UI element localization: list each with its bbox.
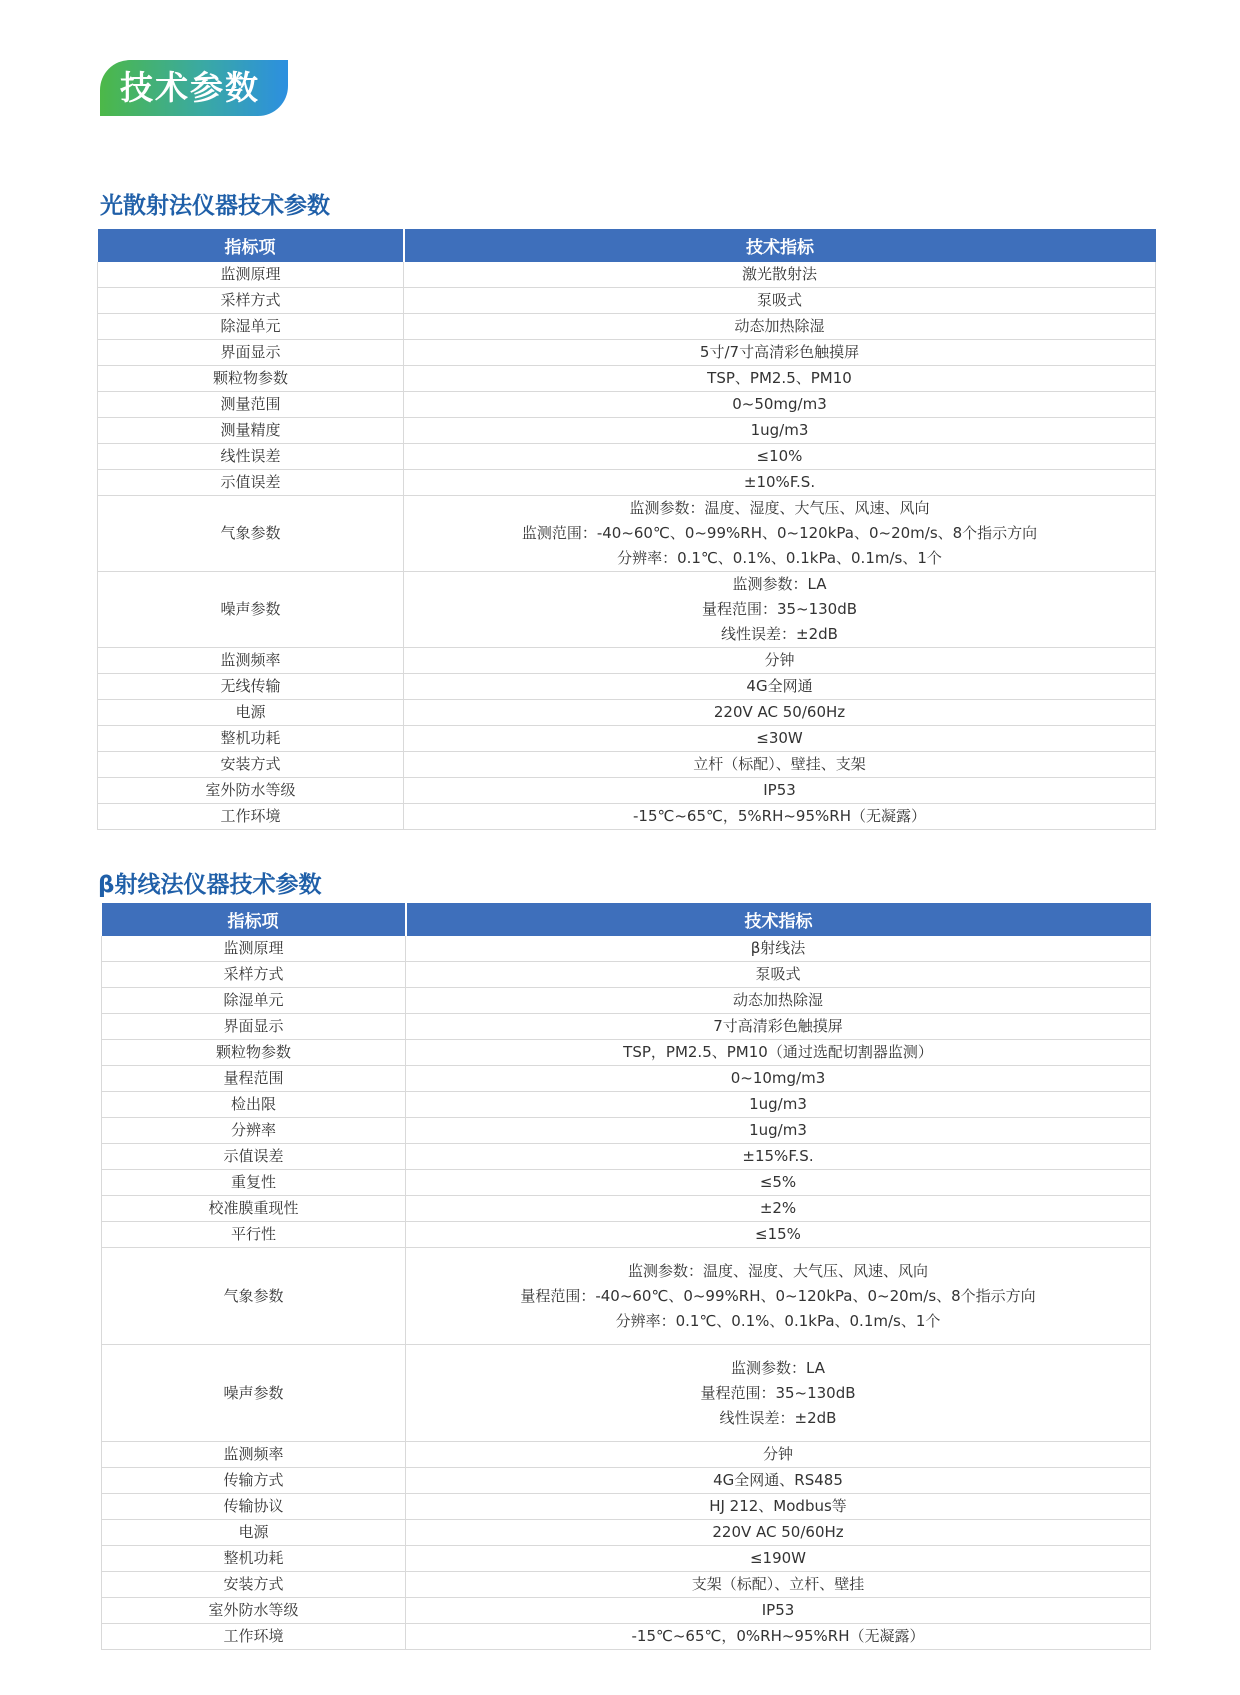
row-item-cell: 传输方式 bbox=[102, 1468, 406, 1494]
column-header-item: 指标项 bbox=[98, 229, 404, 262]
row-spec-cell: ≤190W bbox=[406, 1546, 1151, 1572]
table-row bbox=[98, 572, 1156, 648]
row-item-cell: 工作环境 bbox=[98, 804, 404, 830]
row-spec-cell: TSP、PM2.5、PM10 bbox=[404, 366, 1156, 392]
row-spec-cell: 0~50mg/m3 bbox=[404, 392, 1156, 418]
row-spec-cell: 分钟 bbox=[406, 1442, 1151, 1468]
spec-table-beta-ray bbox=[101, 903, 1151, 1650]
page-title: 技术参数 bbox=[120, 68, 260, 107]
row-item-cell: 量程范围 bbox=[102, 1066, 406, 1092]
section2-title: β射线法仪器技术参数 bbox=[98, 872, 322, 898]
row-spec-cell: 7寸高清彩色触摸屏 bbox=[406, 1014, 1151, 1040]
row-spec-cell: 220V AC 50/60Hz bbox=[404, 700, 1156, 726]
row-item-cell: 监测原理 bbox=[98, 262, 404, 288]
table-row bbox=[98, 366, 1156, 392]
table-row bbox=[102, 1014, 1151, 1040]
table-row bbox=[98, 262, 1156, 288]
table-row bbox=[102, 1040, 1151, 1066]
row-spec-cell: 泵吸式 bbox=[406, 962, 1151, 988]
table-row bbox=[98, 444, 1156, 470]
row-item-cell: 电源 bbox=[98, 700, 404, 726]
row-item-cell: 除湿单元 bbox=[102, 988, 406, 1014]
spec-table-light-scattering bbox=[97, 229, 1156, 830]
row-spec-cell: TSP，PM2.5、PM10（通过选配切割器监测） bbox=[406, 1040, 1151, 1066]
row-item-cell: 传输协议 bbox=[102, 1494, 406, 1520]
table-row bbox=[98, 778, 1156, 804]
spec-line: 分辨率：0.1℃、0.1%、0.1kPa、0.1m/s、1个 bbox=[615, 1311, 941, 1330]
table-row bbox=[98, 804, 1156, 830]
row-spec-cell: 立杆（标配）、壁挂、支架 bbox=[404, 752, 1156, 778]
row-spec-cell: ±10%F.S. bbox=[404, 470, 1156, 496]
row-spec-cell: 分钟 bbox=[404, 648, 1156, 674]
row-spec-cell: 动态加热除湿 bbox=[404, 314, 1156, 340]
row-spec-cell: 激光散射法 bbox=[404, 262, 1156, 288]
row-item-cell: 检出限 bbox=[102, 1092, 406, 1118]
table-row bbox=[98, 314, 1156, 340]
table-row bbox=[102, 1170, 1151, 1196]
row-item-cell: 校准膜重现性 bbox=[102, 1196, 406, 1222]
row-spec-cell: 支架（标配）、立杆、壁挂 bbox=[406, 1572, 1151, 1598]
row-item-cell: 工作环境 bbox=[102, 1624, 406, 1650]
row-item-cell: 采样方式 bbox=[98, 288, 404, 314]
table-row bbox=[102, 1468, 1151, 1494]
table-row bbox=[98, 470, 1156, 496]
table-row bbox=[102, 962, 1151, 988]
table-row bbox=[98, 648, 1156, 674]
row-item-cell: 颗粒物参数 bbox=[102, 1040, 406, 1066]
table-row bbox=[102, 1442, 1151, 1468]
row-item-cell: 噪声参数 bbox=[102, 1345, 406, 1442]
row-spec-cell: 220V AC 50/60Hz bbox=[406, 1520, 1151, 1546]
row-spec-cell: -15℃~65℃，5%RH~95%RH（无凝露） bbox=[404, 804, 1156, 830]
row-item-cell: 室外防水等级 bbox=[102, 1598, 406, 1624]
row-item-cell: 示值误差 bbox=[98, 470, 404, 496]
table-row bbox=[102, 1494, 1151, 1520]
row-item-cell: 监测频率 bbox=[102, 1442, 406, 1468]
table-row bbox=[98, 288, 1156, 314]
column-header-item: 指标项 bbox=[102, 903, 406, 936]
row-spec-cell: ±15%F.S. bbox=[406, 1144, 1151, 1170]
row-item-cell: 电源 bbox=[102, 1520, 406, 1546]
table-row bbox=[102, 1345, 1151, 1442]
table-body bbox=[98, 262, 1156, 830]
row-spec-cell: ±2% bbox=[406, 1196, 1151, 1222]
row-spec-cell bbox=[404, 572, 1156, 648]
row-item-cell: 整机功耗 bbox=[102, 1546, 406, 1572]
row-item-cell: 安装方式 bbox=[98, 752, 404, 778]
row-spec-cell: 0~10mg/m3 bbox=[406, 1066, 1151, 1092]
row-spec-cell: β射线法 bbox=[406, 936, 1151, 962]
row-item-cell: 无线传输 bbox=[98, 674, 404, 700]
table-row bbox=[102, 1572, 1151, 1598]
table-row bbox=[102, 1092, 1151, 1118]
table-row bbox=[102, 1546, 1151, 1572]
table-body bbox=[102, 936, 1151, 1650]
row-spec-cell: 1ug/m3 bbox=[404, 418, 1156, 444]
spec-line: 监测范围：-40~60℃、0~99%RH、0~120kPa、0~20m/s、8个指示方向 bbox=[521, 524, 1038, 542]
table-row bbox=[102, 1066, 1151, 1092]
row-item-cell: 采样方式 bbox=[102, 962, 406, 988]
row-spec-cell: ≤15% bbox=[406, 1222, 1151, 1248]
row-item-cell: 室外防水等级 bbox=[98, 778, 404, 804]
spec-line: 监测参数：LA bbox=[732, 575, 827, 593]
row-item-cell: 平行性 bbox=[102, 1222, 406, 1248]
spec-line: 监测参数：LA bbox=[731, 1358, 825, 1377]
row-item-cell: 测量范围 bbox=[98, 392, 404, 418]
table-row bbox=[102, 1118, 1151, 1144]
row-item-cell: 气象参数 bbox=[98, 496, 404, 572]
row-item-cell: 监测原理 bbox=[102, 936, 406, 962]
table-row bbox=[102, 1624, 1151, 1650]
row-spec-cell: HJ 212、Modbus等 bbox=[406, 1494, 1151, 1520]
table-row bbox=[102, 1520, 1151, 1546]
table-row bbox=[102, 936, 1151, 962]
table-row bbox=[102, 1222, 1151, 1248]
row-item-cell: 分辨率 bbox=[102, 1118, 406, 1144]
spec-line: 线性误差：±2dB bbox=[721, 625, 838, 643]
row-item-cell: 安装方式 bbox=[102, 1572, 406, 1598]
row-spec-cell: 1ug/m3 bbox=[406, 1092, 1151, 1118]
table-header-row bbox=[98, 229, 1156, 262]
table-row bbox=[98, 752, 1156, 778]
spec-line: 量程范围：35~130dB bbox=[701, 600, 858, 618]
row-spec-cell: IP53 bbox=[404, 778, 1156, 804]
spec-line: 量程范围：-40~60℃、0~99%RH、0~120kPa、0~20m/s、8个指示方向 bbox=[520, 1286, 1036, 1305]
row-item-cell: 监测频率 bbox=[98, 648, 404, 674]
table-row bbox=[102, 1248, 1151, 1345]
table-row bbox=[98, 340, 1156, 366]
row-spec-cell bbox=[406, 1248, 1151, 1345]
table-row bbox=[98, 496, 1156, 572]
row-spec-cell: 动态加热除湿 bbox=[406, 988, 1151, 1014]
row-item-cell: 界面显示 bbox=[102, 1014, 406, 1040]
table-row bbox=[98, 418, 1156, 444]
row-spec-cell: IP53 bbox=[406, 1598, 1151, 1624]
row-spec-cell: ≤10% bbox=[404, 444, 1156, 470]
spec-line: 分辨率：0.1℃、0.1%、0.1kPa、0.1m/s、1个 bbox=[617, 549, 942, 567]
row-spec-cell: 泵吸式 bbox=[404, 288, 1156, 314]
table-row bbox=[102, 988, 1151, 1014]
row-item-cell: 重复性 bbox=[102, 1170, 406, 1196]
row-spec-cell: 1ug/m3 bbox=[406, 1118, 1151, 1144]
spec-line: 监测参数：温度、湿度、大气压、风速、风向 bbox=[627, 1261, 928, 1280]
row-item-cell: 示值误差 bbox=[102, 1144, 406, 1170]
spec-line: 量程范围：35~130dB bbox=[700, 1383, 856, 1402]
row-item-cell: 界面显示 bbox=[98, 340, 404, 366]
table-row bbox=[102, 1144, 1151, 1170]
row-spec-cell bbox=[406, 1345, 1151, 1442]
table-row bbox=[98, 700, 1156, 726]
row-spec-cell: 4G全网通、RS485 bbox=[406, 1468, 1151, 1494]
row-item-cell: 噪声参数 bbox=[98, 572, 404, 648]
table-row bbox=[102, 1196, 1151, 1222]
row-item-cell: 颗粒物参数 bbox=[98, 366, 404, 392]
row-spec-cell: 5寸/7寸高清彩色触摸屏 bbox=[404, 340, 1156, 366]
row-item-cell: 整机功耗 bbox=[98, 726, 404, 752]
table-header-row bbox=[102, 903, 1151, 936]
column-header-spec: 技术指标 bbox=[404, 229, 1156, 262]
row-item-cell: 测量精度 bbox=[98, 418, 404, 444]
row-item-cell: 除湿单元 bbox=[98, 314, 404, 340]
row-spec-cell: -15℃~65℃，0%RH~95%RH（无凝露） bbox=[406, 1624, 1151, 1650]
table-row bbox=[98, 674, 1156, 700]
spec-line: 线性误差：±2dB bbox=[719, 1408, 837, 1427]
row-spec-cell: ≤5% bbox=[406, 1170, 1151, 1196]
spec-line: 监测参数：温度、湿度、大气压、风速、风向 bbox=[629, 499, 930, 517]
table-row bbox=[98, 726, 1156, 752]
table-row bbox=[102, 1598, 1151, 1624]
row-spec-cell: 4G全网通 bbox=[404, 674, 1156, 700]
column-header-spec: 技术指标 bbox=[406, 903, 1151, 936]
row-spec-cell: ≤30W bbox=[404, 726, 1156, 752]
section1-title: 光散射法仪器技术参数 bbox=[100, 193, 330, 219]
row-item-cell: 线性误差 bbox=[98, 444, 404, 470]
table-row bbox=[98, 392, 1156, 418]
row-spec-cell bbox=[404, 496, 1156, 572]
row-item-cell: 气象参数 bbox=[102, 1248, 406, 1345]
